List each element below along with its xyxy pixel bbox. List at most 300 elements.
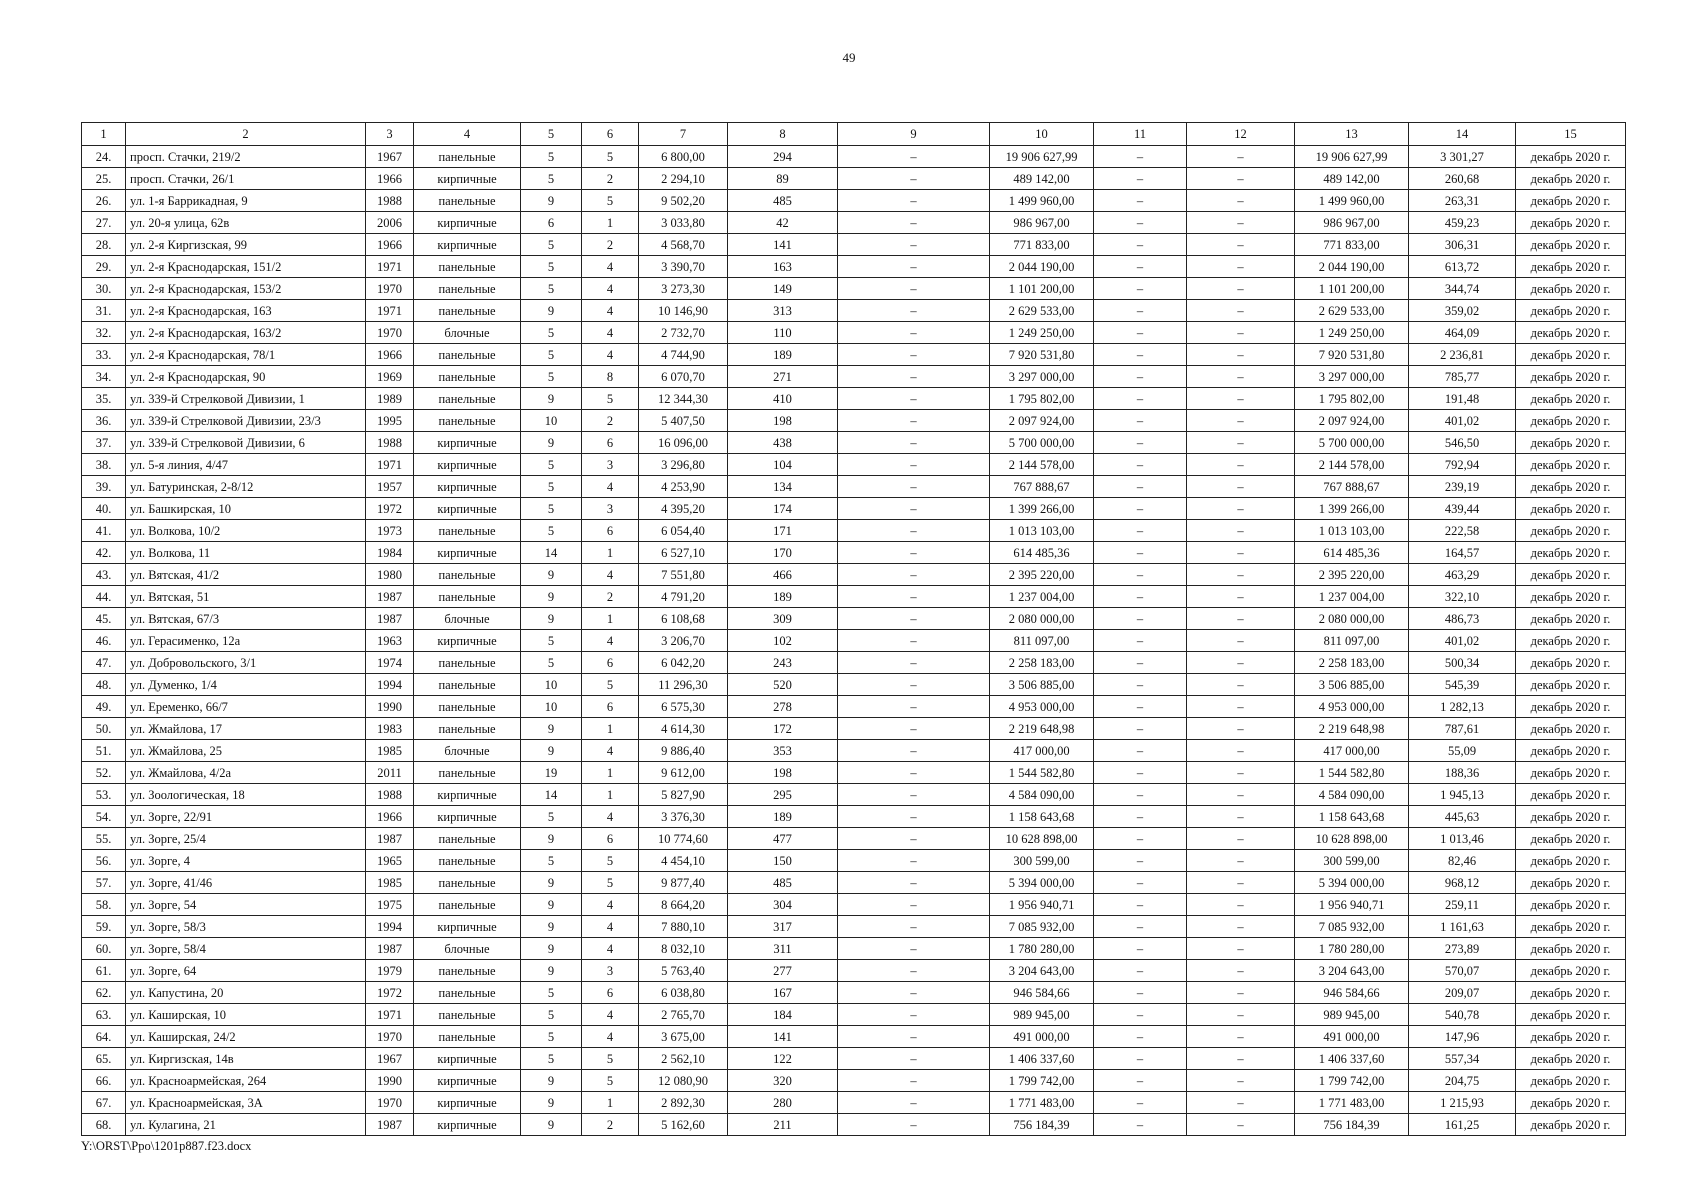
cell-floors: 5 <box>521 1004 582 1026</box>
table-row <box>82 1004 1626 1026</box>
cell-cost-total: 767 888,67 <box>990 476 1094 498</box>
cell-cost-total: 1 399 266,00 <box>990 498 1094 520</box>
cell-cost-total: 7 085 932,00 <box>990 916 1094 938</box>
cell-floors: 9 <box>521 608 582 630</box>
cell-cost-per-sqm: 464,09 <box>1409 322 1516 344</box>
cell-floors: 5 <box>521 806 582 828</box>
cell-total-area: 12 080,90 <box>639 1070 728 1092</box>
cell-cost-col-12: – <box>1187 1004 1295 1026</box>
cell-completion-date: декабрь 2020 г. <box>1516 586 1626 608</box>
cell-wall-material: панельные <box>414 652 521 674</box>
cell-cost-col-12: – <box>1187 960 1295 982</box>
cell-wall-material: кирпичные <box>414 476 521 498</box>
cell-row-number: 55. <box>82 828 126 850</box>
cell-cost-col-9: – <box>838 1092 990 1114</box>
cell-wall-material: панельные <box>414 256 521 278</box>
cell-cost-col-13: 1 249 250,00 <box>1295 322 1409 344</box>
cell-residents: 320 <box>728 1070 838 1092</box>
cell-completion-date: декабрь 2020 г. <box>1516 212 1626 234</box>
cell-address: ул. Зорге, 25/4 <box>126 828 366 850</box>
cell-cost-col-13: 2 219 648,98 <box>1295 718 1409 740</box>
cell-cost-col-9: – <box>838 762 990 784</box>
cell-total-area: 9 886,40 <box>639 740 728 762</box>
cell-cost-col-12: – <box>1187 454 1295 476</box>
cell-cost-per-sqm: 188,36 <box>1409 762 1516 784</box>
cell-cost-col-12: – <box>1187 564 1295 586</box>
cell-total-area: 11 296,30 <box>639 674 728 696</box>
cell-row-number: 49. <box>82 696 126 718</box>
cell-cost-col-12: – <box>1187 652 1295 674</box>
cell-address: ул. Башкирская, 10 <box>126 498 366 520</box>
cell-year-built: 1988 <box>366 432 414 454</box>
cell-cost-total: 1 013 103,00 <box>990 520 1094 542</box>
cell-total-area: 6 054,40 <box>639 520 728 542</box>
cell-cost-col-12: – <box>1187 168 1295 190</box>
cell-wall-material: панельные <box>414 586 521 608</box>
cell-total-area: 2 562,10 <box>639 1048 728 1070</box>
cell-cost-col-11: – <box>1094 256 1187 278</box>
cell-year-built: 1990 <box>366 696 414 718</box>
cell-cost-col-13: 1 780 280,00 <box>1295 938 1409 960</box>
housing-repair-table <box>81 122 1626 1136</box>
cell-entrances: 2 <box>582 234 639 256</box>
cell-residents: 211 <box>728 1114 838 1136</box>
cell-cost-total: 986 967,00 <box>990 212 1094 234</box>
cell-total-area: 4 454,10 <box>639 850 728 872</box>
cell-address: ул. Вятская, 67/3 <box>126 608 366 630</box>
cell-floors: 5 <box>521 344 582 366</box>
cell-floors: 5 <box>521 498 582 520</box>
cell-completion-date: декабрь 2020 г. <box>1516 894 1626 916</box>
cell-address: ул. Волкова, 10/2 <box>126 520 366 542</box>
cell-floors: 9 <box>521 564 582 586</box>
cell-entrances: 5 <box>582 146 639 168</box>
cell-cost-col-12: – <box>1187 1114 1295 1136</box>
cell-total-area: 2 892,30 <box>639 1092 728 1114</box>
cell-cost-total: 2 395 220,00 <box>990 564 1094 586</box>
cell-cost-per-sqm: 1 282,13 <box>1409 696 1516 718</box>
cell-completion-date: декабрь 2020 г. <box>1516 630 1626 652</box>
cell-residents: 466 <box>728 564 838 586</box>
cell-cost-col-12: – <box>1187 1070 1295 1092</box>
cell-total-area: 8 032,10 <box>639 938 728 960</box>
cell-cost-col-9: – <box>838 586 990 608</box>
cell-total-area: 16 096,00 <box>639 432 728 454</box>
cell-completion-date: декабрь 2020 г. <box>1516 740 1626 762</box>
cell-entrances: 6 <box>582 432 639 454</box>
cell-completion-date: декабрь 2020 г. <box>1516 960 1626 982</box>
cell-cost-total: 1 956 940,71 <box>990 894 1094 916</box>
cell-cost-col-12: – <box>1187 916 1295 938</box>
cell-total-area: 3 376,30 <box>639 806 728 828</box>
cell-total-area: 5 763,40 <box>639 960 728 982</box>
cell-wall-material: панельные <box>414 366 521 388</box>
cell-address: ул. 339-й Стрелковой Дивизии, 6 <box>126 432 366 454</box>
cell-cost-col-9: – <box>838 388 990 410</box>
cell-cost-per-sqm: 1 013,46 <box>1409 828 1516 850</box>
column-header-10: 10 <box>990 123 1094 146</box>
cell-cost-per-sqm: 968,12 <box>1409 872 1516 894</box>
cell-wall-material: кирпичные <box>414 212 521 234</box>
column-header-12: 12 <box>1187 123 1295 146</box>
cell-year-built: 1990 <box>366 1070 414 1092</box>
cell-cost-col-13: 2 144 578,00 <box>1295 454 1409 476</box>
cell-cost-col-11: – <box>1094 564 1187 586</box>
cell-cost-col-12: – <box>1187 674 1295 696</box>
cell-address: ул. Жмайлова, 25 <box>126 740 366 762</box>
cell-wall-material: панельные <box>414 762 521 784</box>
cell-address: ул. 2-я Киргизская, 99 <box>126 234 366 256</box>
cell-cost-col-9: – <box>838 520 990 542</box>
cell-address: ул. Красноармейская, 264 <box>126 1070 366 1092</box>
table-row <box>82 300 1626 322</box>
cell-year-built: 1973 <box>366 520 414 542</box>
table-row <box>82 828 1626 850</box>
cell-wall-material: панельные <box>414 674 521 696</box>
cell-residents: 295 <box>728 784 838 806</box>
cell-entrances: 4 <box>582 1026 639 1048</box>
cell-completion-date: декабрь 2020 г. <box>1516 872 1626 894</box>
cell-floors: 10 <box>521 674 582 696</box>
cell-cost-col-13: 3 204 643,00 <box>1295 960 1409 982</box>
cell-year-built: 1984 <box>366 542 414 564</box>
cell-entrances: 4 <box>582 1004 639 1026</box>
cell-row-number: 63. <box>82 1004 126 1026</box>
cell-residents: 149 <box>728 278 838 300</box>
cell-residents: 280 <box>728 1092 838 1114</box>
cell-row-number: 28. <box>82 234 126 256</box>
cell-cost-total: 811 097,00 <box>990 630 1094 652</box>
cell-cost-col-12: – <box>1187 608 1295 630</box>
cell-address: ул. 2-я Краснодарская, 78/1 <box>126 344 366 366</box>
cell-year-built: 1971 <box>366 1004 414 1026</box>
cell-cost-col-9: – <box>838 454 990 476</box>
cell-cost-per-sqm: 259,11 <box>1409 894 1516 916</box>
cell-address: ул. Думенко, 1/4 <box>126 674 366 696</box>
table-row <box>82 1048 1626 1070</box>
cell-total-area: 6 070,70 <box>639 366 728 388</box>
cell-entrances: 4 <box>582 256 639 278</box>
cell-cost-col-13: 767 888,67 <box>1295 476 1409 498</box>
column-header-9: 9 <box>838 123 990 146</box>
table-row <box>82 740 1626 762</box>
table-row <box>82 520 1626 542</box>
cell-cost-col-9: – <box>838 476 990 498</box>
cell-address: ул. 1-я Баррикадная, 9 <box>126 190 366 212</box>
cell-cost-col-11: – <box>1094 344 1187 366</box>
cell-cost-per-sqm: 239,19 <box>1409 476 1516 498</box>
cell-completion-date: декабрь 2020 г. <box>1516 608 1626 630</box>
cell-total-area: 6 575,30 <box>639 696 728 718</box>
cell-row-number: 57. <box>82 872 126 894</box>
cell-total-area: 6 527,10 <box>639 542 728 564</box>
cell-year-built: 1987 <box>366 1114 414 1136</box>
cell-row-number: 62. <box>82 982 126 1004</box>
cell-year-built: 1970 <box>366 278 414 300</box>
cell-entrances: 5 <box>582 190 639 212</box>
cell-row-number: 58. <box>82 894 126 916</box>
cell-cost-total: 1 795 802,00 <box>990 388 1094 410</box>
column-header-6: 6 <box>582 123 639 146</box>
cell-entrances: 4 <box>582 630 639 652</box>
cell-year-built: 1966 <box>366 234 414 256</box>
cell-cost-col-13: 986 967,00 <box>1295 212 1409 234</box>
cell-wall-material: панельные <box>414 828 521 850</box>
cell-cost-col-11: – <box>1094 1048 1187 1070</box>
cell-residents: 311 <box>728 938 838 960</box>
cell-completion-date: декабрь 2020 г. <box>1516 476 1626 498</box>
cell-cost-col-11: – <box>1094 1114 1187 1136</box>
cell-cost-per-sqm: 445,63 <box>1409 806 1516 828</box>
cell-row-number: 59. <box>82 916 126 938</box>
cell-address: ул. Зорге, 4 <box>126 850 366 872</box>
cell-completion-date: декабрь 2020 г. <box>1516 1070 1626 1092</box>
cell-entrances: 8 <box>582 366 639 388</box>
cell-row-number: 24. <box>82 146 126 168</box>
cell-floors: 9 <box>521 718 582 740</box>
cell-completion-date: декабрь 2020 г. <box>1516 1048 1626 1070</box>
header-row <box>82 123 1626 146</box>
cell-address: ул. 20-я улица, 62в <box>126 212 366 234</box>
cell-total-area: 2 732,70 <box>639 322 728 344</box>
cell-cost-per-sqm: 209,07 <box>1409 982 1516 1004</box>
cell-floors: 10 <box>521 410 582 432</box>
cell-cost-col-12: – <box>1187 718 1295 740</box>
table-row <box>82 916 1626 938</box>
cell-cost-col-13: 2 258 183,00 <box>1295 652 1409 674</box>
cell-total-area: 5 407,50 <box>639 410 728 432</box>
cell-entrances: 1 <box>582 762 639 784</box>
cell-residents: 277 <box>728 960 838 982</box>
cell-residents: 163 <box>728 256 838 278</box>
cell-completion-date: декабрь 2020 г. <box>1516 190 1626 212</box>
table-row <box>82 696 1626 718</box>
cell-cost-per-sqm: 463,29 <box>1409 564 1516 586</box>
cell-address: ул. Герасименко, 12а <box>126 630 366 652</box>
cell-residents: 317 <box>728 916 838 938</box>
cell-entrances: 3 <box>582 960 639 982</box>
cell-cost-total: 2 080 000,00 <box>990 608 1094 630</box>
cell-cost-total: 3 204 643,00 <box>990 960 1094 982</box>
cell-wall-material: кирпичные <box>414 432 521 454</box>
column-header-7: 7 <box>639 123 728 146</box>
cell-cost-col-9: – <box>838 234 990 256</box>
table-row <box>82 168 1626 190</box>
cell-wall-material: панельные <box>414 146 521 168</box>
cell-address: ул. Зорге, 64 <box>126 960 366 982</box>
cell-address: ул. Зорге, 22/91 <box>126 806 366 828</box>
cell-cost-col-13: 5 700 000,00 <box>1295 432 1409 454</box>
cell-cost-col-11: – <box>1094 1026 1187 1048</box>
cell-cost-col-11: – <box>1094 168 1187 190</box>
cell-cost-col-11: – <box>1094 718 1187 740</box>
cell-year-built: 1972 <box>366 982 414 1004</box>
cell-cost-col-12: – <box>1187 278 1295 300</box>
cell-cost-col-13: 7 920 531,80 <box>1295 344 1409 366</box>
cell-cost-per-sqm: 344,74 <box>1409 278 1516 300</box>
cell-cost-col-9: – <box>838 498 990 520</box>
cell-residents: 304 <box>728 894 838 916</box>
cell-floors: 5 <box>521 366 582 388</box>
cell-row-number: 66. <box>82 1070 126 1092</box>
cell-cost-col-13: 614 485,36 <box>1295 542 1409 564</box>
cell-entrances: 4 <box>582 322 639 344</box>
cell-residents: 184 <box>728 1004 838 1026</box>
cell-cost-col-11: – <box>1094 784 1187 806</box>
cell-completion-date: декабрь 2020 г. <box>1516 256 1626 278</box>
cell-floors: 9 <box>521 1114 582 1136</box>
table-row <box>82 586 1626 608</box>
cell-entrances: 1 <box>582 718 639 740</box>
column-header-1: 1 <box>82 123 126 146</box>
cell-floors: 5 <box>521 146 582 168</box>
cell-cost-col-12: – <box>1187 432 1295 454</box>
cell-cost-total: 7 920 531,80 <box>990 344 1094 366</box>
cell-row-number: 51. <box>82 740 126 762</box>
cell-cost-col-13: 5 394 000,00 <box>1295 872 1409 894</box>
cell-row-number: 36. <box>82 410 126 432</box>
cell-cost-total: 5 700 000,00 <box>990 432 1094 454</box>
cell-entrances: 5 <box>582 850 639 872</box>
cell-cost-total: 2 629 533,00 <box>990 300 1094 322</box>
cell-address: ул. Киргизская, 14в <box>126 1048 366 1070</box>
cell-year-built: 1970 <box>366 1026 414 1048</box>
cell-cost-col-11: – <box>1094 850 1187 872</box>
cell-total-area: 6 038,80 <box>639 982 728 1004</box>
cell-cost-col-9: – <box>838 806 990 828</box>
cell-row-number: 50. <box>82 718 126 740</box>
cell-wall-material: панельные <box>414 1026 521 1048</box>
cell-address: ул. Жмайлова, 4/2а <box>126 762 366 784</box>
column-header-4: 4 <box>414 123 521 146</box>
cell-year-built: 2006 <box>366 212 414 234</box>
cell-residents: 485 <box>728 872 838 894</box>
cell-floors: 5 <box>521 168 582 190</box>
cell-floors: 9 <box>521 740 582 762</box>
cell-cost-col-12: – <box>1187 520 1295 542</box>
cell-wall-material: панельные <box>414 872 521 894</box>
cell-cost-col-12: – <box>1187 872 1295 894</box>
cell-cost-col-13: 491 000,00 <box>1295 1026 1409 1048</box>
cell-cost-per-sqm: 1 945,13 <box>1409 784 1516 806</box>
cell-completion-date: декабрь 2020 г. <box>1516 674 1626 696</box>
cell-cost-total: 1 237 004,00 <box>990 586 1094 608</box>
cell-year-built: 1969 <box>366 366 414 388</box>
cell-cost-col-12: – <box>1187 784 1295 806</box>
cell-cost-col-12: – <box>1187 1048 1295 1070</box>
cell-row-number: 60. <box>82 938 126 960</box>
cell-year-built: 1983 <box>366 718 414 740</box>
cell-cost-col-9: – <box>838 718 990 740</box>
cell-cost-per-sqm: 191,48 <box>1409 388 1516 410</box>
cell-completion-date: декабрь 2020 г. <box>1516 828 1626 850</box>
cell-cost-col-13: 811 097,00 <box>1295 630 1409 652</box>
table-body <box>82 146 1626 1136</box>
cell-completion-date: декабрь 2020 г. <box>1516 278 1626 300</box>
cell-cost-col-13: 2 629 533,00 <box>1295 300 1409 322</box>
cell-cost-total: 771 833,00 <box>990 234 1094 256</box>
cell-row-number: 53. <box>82 784 126 806</box>
cell-entrances: 6 <box>582 520 639 542</box>
cell-cost-col-13: 7 085 932,00 <box>1295 916 1409 938</box>
cell-total-area: 3 033,80 <box>639 212 728 234</box>
cell-cost-col-13: 4 953 000,00 <box>1295 696 1409 718</box>
cell-year-built: 1970 <box>366 322 414 344</box>
cell-cost-total: 1 544 582,80 <box>990 762 1094 784</box>
cell-wall-material: кирпичные <box>414 1092 521 1114</box>
cell-cost-col-9: – <box>838 278 990 300</box>
table-row <box>82 806 1626 828</box>
cell-cost-col-12: – <box>1187 828 1295 850</box>
cell-row-number: 33. <box>82 344 126 366</box>
cell-entrances: 2 <box>582 168 639 190</box>
cell-wall-material: блочные <box>414 322 521 344</box>
cell-address: ул. Зоологическая, 18 <box>126 784 366 806</box>
cell-cost-col-13: 417 000,00 <box>1295 740 1409 762</box>
cell-residents: 198 <box>728 410 838 432</box>
cell-cost-total: 10 628 898,00 <box>990 828 1094 850</box>
cell-cost-total: 2 258 183,00 <box>990 652 1094 674</box>
cell-completion-date: декабрь 2020 г. <box>1516 652 1626 674</box>
cell-cost-col-13: 1 795 802,00 <box>1295 388 1409 410</box>
cell-cost-col-11: – <box>1094 586 1187 608</box>
cell-entrances: 5 <box>582 674 639 696</box>
cell-cost-col-11: – <box>1094 872 1187 894</box>
cell-address: просп. Стачки, 219/2 <box>126 146 366 168</box>
cell-cost-per-sqm: 1 215,93 <box>1409 1092 1516 1114</box>
cell-cost-col-12: – <box>1187 212 1295 234</box>
cell-cost-per-sqm: 306,31 <box>1409 234 1516 256</box>
cell-row-number: 48. <box>82 674 126 696</box>
cell-cost-col-9: – <box>838 960 990 982</box>
cell-address: ул. 2-я Краснодарская, 163 <box>126 300 366 322</box>
cell-residents: 198 <box>728 762 838 784</box>
cell-cost-col-11: – <box>1094 300 1187 322</box>
cell-floors: 5 <box>521 1026 582 1048</box>
cell-wall-material: панельные <box>414 1004 521 1026</box>
cell-total-area: 3 390,70 <box>639 256 728 278</box>
cell-cost-total: 300 599,00 <box>990 850 1094 872</box>
cell-year-built: 1988 <box>366 784 414 806</box>
table-row <box>82 1070 1626 1092</box>
cell-year-built: 1988 <box>366 190 414 212</box>
cell-cost-col-11: – <box>1094 762 1187 784</box>
cell-entrances: 6 <box>582 982 639 1004</box>
cell-year-built: 1985 <box>366 872 414 894</box>
cell-address: ул. Волкова, 11 <box>126 542 366 564</box>
cell-entrances: 2 <box>582 410 639 432</box>
cell-cost-per-sqm: 500,34 <box>1409 652 1516 674</box>
cell-residents: 141 <box>728 234 838 256</box>
cell-cost-per-sqm: 322,10 <box>1409 586 1516 608</box>
cell-address: ул. Батуринская, 2-8/12 <box>126 476 366 498</box>
cell-wall-material: блочные <box>414 608 521 630</box>
cell-total-area: 9 877,40 <box>639 872 728 894</box>
cell-residents: 294 <box>728 146 838 168</box>
cell-row-number: 43. <box>82 564 126 586</box>
cell-total-area: 6 800,00 <box>639 146 728 168</box>
cell-cost-per-sqm: 439,44 <box>1409 498 1516 520</box>
cell-wall-material: панельные <box>414 696 521 718</box>
cell-cost-per-sqm: 792,94 <box>1409 454 1516 476</box>
cell-row-number: 27. <box>82 212 126 234</box>
cell-completion-date: декабрь 2020 г. <box>1516 916 1626 938</box>
cell-cost-col-9: – <box>838 1048 990 1070</box>
cell-entrances: 6 <box>582 652 639 674</box>
cell-wall-material: панельные <box>414 300 521 322</box>
cell-residents: 134 <box>728 476 838 498</box>
cell-cost-col-11: – <box>1094 146 1187 168</box>
